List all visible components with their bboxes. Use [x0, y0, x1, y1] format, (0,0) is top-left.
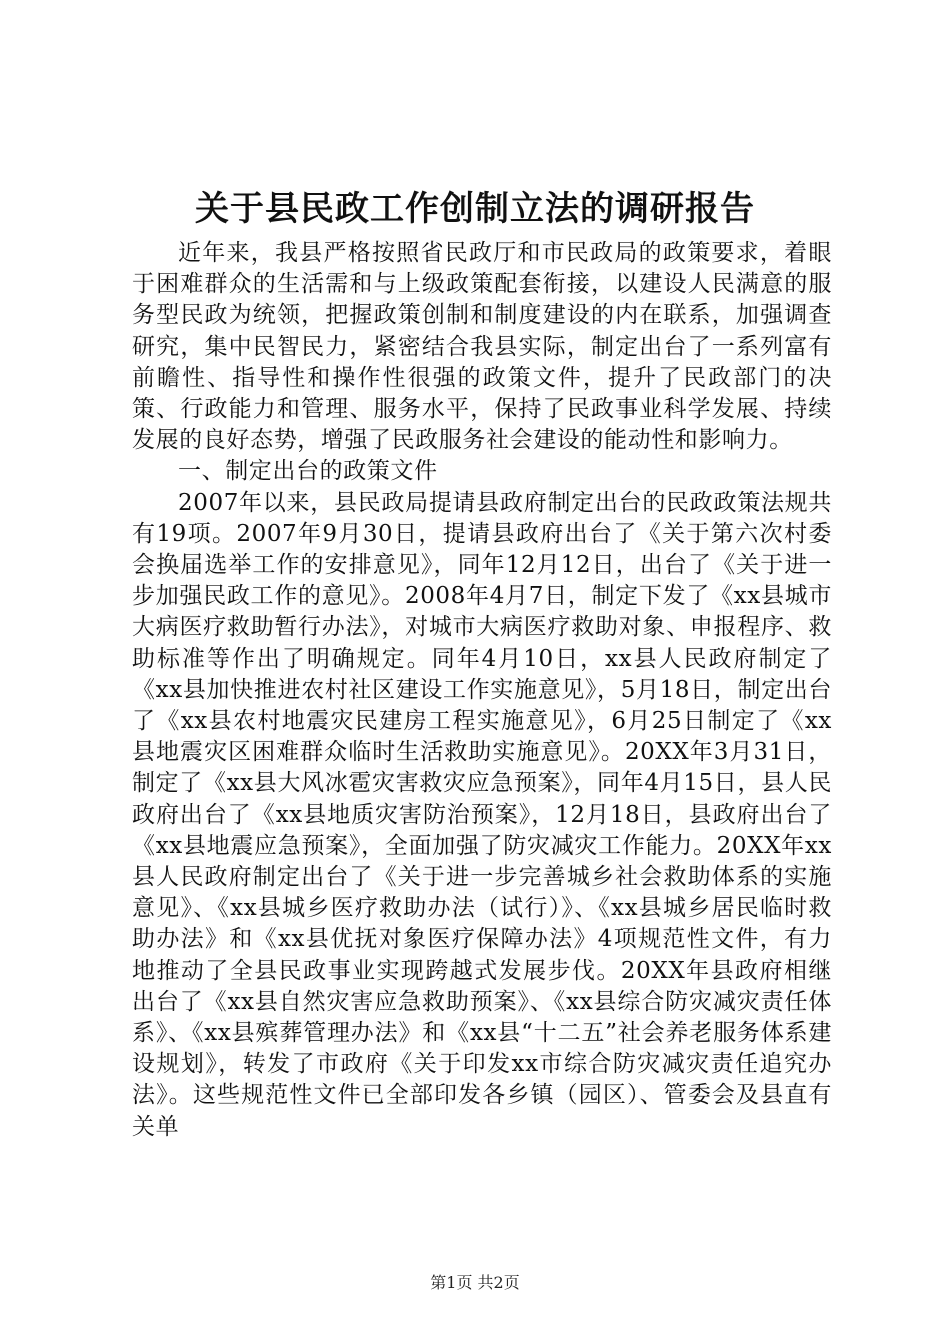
section-heading: 一、制定出台的政策文件 — [178, 458, 438, 485]
paragraph-intro: 近年来，我县严格按照省民政厅和市民政局的政策要求，着眼于困难群众的生活需和与上级政策配套衔接，以建设人民满意的服务型民政为统领，把握政策创制和制度建设的内在联系，加强调查研究，集中民智民力，紧密结合我县实际，制定出台了一系列富有前瞻性、指导性和操作性很强的政策文件，提升了民政部门的决策、行政能力和管理、服务水平，保持了民政事业科学发展、持续发展的良好态势，增强了民政服务社会建设的能动性和影响力。 — [132, 240, 832, 454]
paragraph-policy-list: 2007年以来，县民政局提请县政府制定出台的民政政策法规共有19项。2007年9月30日，提请县政府出台了《关于第六次村委会换届选举工作的安排意见》，同年12月12日，出台了《关于进一步加强民政工作的意见》。2008年4月7日，制定下发了《xx县城市大病医疗救助暂行办法》，对城市大病医疗救助对象、申报程序、救助标准等作出了明确规定。同年4月10日，xx县人民政府制定了《xx县加快推进农村社区建设工作实施意见》，5月18日，制定出台了《xx县农村地震灾民建房工程实施意见》，6月25日制定了《xx县地震灾区困难群众临时生活救助实施意见》。20XX年3月31日，制定了《xx县大风冰雹灾害救灾应急预案》，同年4月15日，县人民政府出台了《xx县地质灾害防治预案》，12月18日，县政府出台了《xx县地震应急预案》，全面加强了防灾减灾工作能力。20XX年xx县人民政府制定出台了《关于进一步完善城乡社会救助体系的实施意见》、《xx县城乡医疗救助办法（试行）》、《xx县城乡居民临时救助办法》和《xx县优抚对象医疗保障办法》4项规范性文件，有力地推动了全县民政事业实现跨越式发展步伐。20XX年县政府相继出台了《xx县自然灾害应急救助预案》、《xx县综合防灾减灾责任体系》、《xx县殡葬管理办法》和《xx县“十二五”社会养老服务体系建设规划》，转发了市政府《关于印发xx市综合防灾减灾责任追究办法》。这些规范性文件已全部印发各乡镇（园区）、管委会及县直有关单 — [132, 489, 832, 1140]
document-body — [132, 238, 832, 1143]
document-title: 关于县民政工作创制立法的调研报告 — [195, 189, 755, 229]
page-number-footer: 第1页 共2页 — [430, 1273, 520, 1292]
